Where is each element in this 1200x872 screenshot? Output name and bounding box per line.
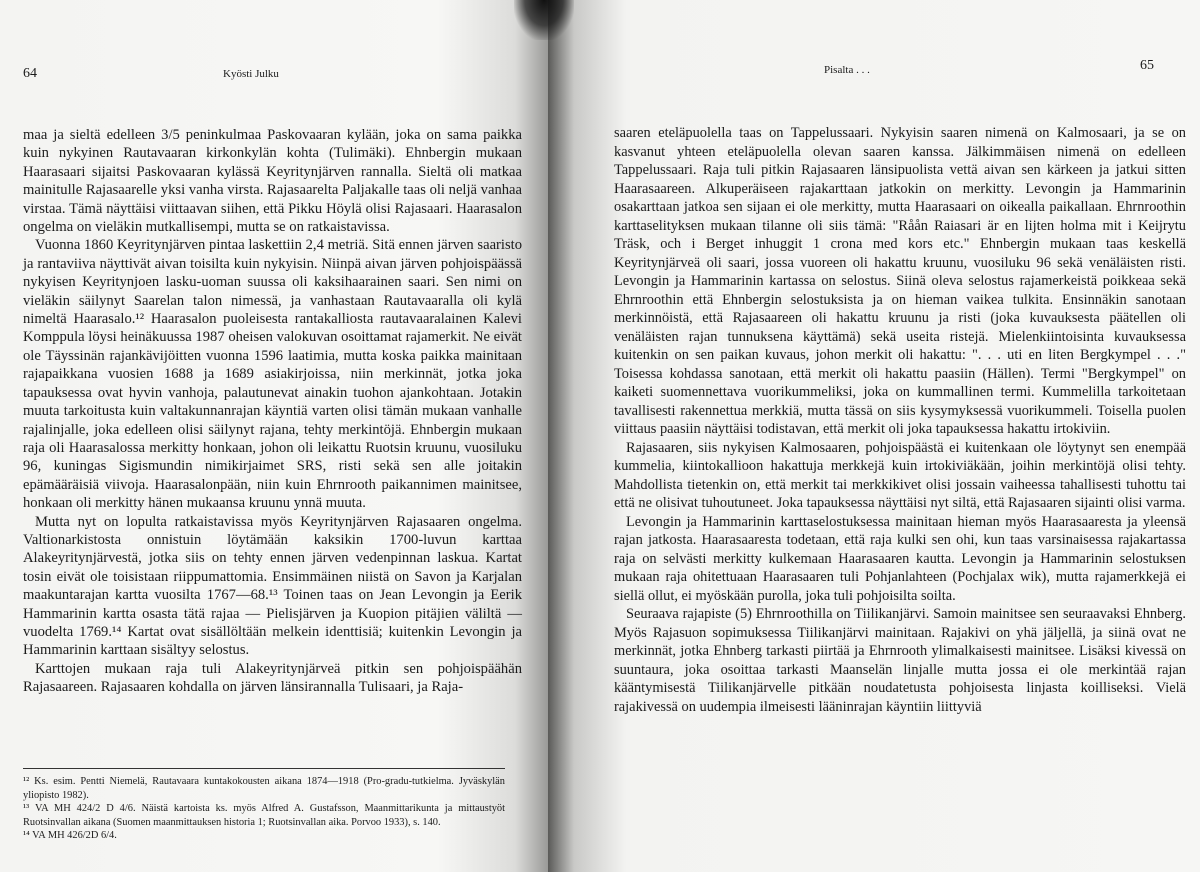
footnote-14: ¹⁴ VA MH 426/2D 6/4. (23, 830, 117, 842)
left-running-title: Kyösti Julku (223, 68, 279, 80)
left-running-head (23, 56, 522, 80)
right-paragraph-1: saaren eteläpuolella taas on Tappelussaari. Nykyisin saaren nimenä on Kalmosaari, ja se on kasvanut yhteen eteläpuolella olevan saaren kanssa. Jälkimmäisen nimenä on edelleen Tappelussaari. Raja tuli pitkin Rajasaaren länsipuolista vettä aivan sen kärkeen ja jatkui sitten Haarasaareen. Alkuperäiseen rajakarttaan jatkokin on merkitty. Levongin ja Hammarinin osakarttaan jatkoa sen sijaan ei ole merkitty, mutta Haarasaari on oikealla paikallaan. Ehrnroothin karttaselityksen mukaan tilanne oli siis tämä: "Råån Raiasari är en lijten holma mit i Keijrytu Träsk, och i Berget inhuggit 1 crona med kors etc." Ehnbergin mukaan taas keskellä Keyritynjärveä oli saari, jossa vuoreen oli hakattu kruunu, vuosiluku 96 sekä venäläisten risti. Levongin ja Hammarinin kartassa on selostus. Siinä oleva selostus rajamerkeistä poikkeaa sekä Ehrnroothin että Ehnbergin selostuksista ja on hieman vaikea tulkita. Ensinnäkin sanotaan merkinnöistä, että Rajasaareen oli hakattu kruunu ja risti (joka kuvauksesta päätellen oli venäläisten rajan tunnuksena käyttämä) sekä useita ristejä. Mielenkiintoisinta kuvauksessa kuitenkin on sen paikan kuvaus, johon merkit oli hakattu: ". . . uti en liten Bergkympel . . ." Toisessa kohdassa sanotaan, että merkit oli hakattu paasiin (Hällen). Termi "Bergkympel" on kaiketi suomennettava vuorikummeliksi, joka on kummallinen termi. Kummelilla tarkoitetaan tavallisesti rakennettua merkkiä, mutta tässä on siis kysymyksessä vuorikummeli. Toisella puolen viittaus paasiin näyttäisi todistavan, että merkit oli joka tapauksessa hakattu irtokiviin. (614, 125, 1186, 437)
right-page (548, 0, 1200, 872)
footnotes (23, 768, 505, 843)
footnote-12: ¹² Ks. esim. Pentti Niemelä, Rautavaara kuntakokousten aikana 1874—1918 (Pro-gradu-tutkielma. Jyväskylän yliopisto 1982). (23, 776, 505, 801)
left-paragraph-3: Mutta nyt on lopulta ratkaistavissa myös Keyritynjärven Rajasaaren ongelma. Valtionarkistosta onnistuin löytämään kaksikin 1700-luvun karttaa Alakeyritynjärvestä, jotka siis on tehty ennen järven vedenpinnan laskua. Kartat tosin eivät ole toisistaan riippumattomia. Ensimmäinen niistä on Savon ja Karjalan maakuntarajan kartta vuosilta 1767—68.¹³ Toinen taas on Jean Levongin ja Eerik Hammarinin kartta osasta tätä rajaa — Pielisjärven ja Kuopion pitäjien väliltä — vuodelta 1769.¹⁴ Kartat ovat sisällöltään melkein identtisiä; kuitenkin Levongin ja Hammarinin karttaan sisältyy selostus. (23, 513, 522, 659)
right-paragraph-3: Levongin ja Hammarinin karttaselostuksessa mainitaan hieman myös Haarasaaresta ja yleensä rajan jatkosta. Haarasaaresta todetaan, että raja kulki sen ohi, kun taas varsinaisessa rajakartassa raja on selvästi merkitty kulkemaan Haarasaaren kautta. Levongin ja Hammarinin selostuksen mukaan raja ohitettuaan Haarasaaren tuli Pohjanlahteen (Pochjalax wik), mutta rajamerkkejä ei siellä ollut, ei myöskään purolla, joka tuli pohjoisilta soilta. (614, 513, 1186, 604)
book-gutter-shadow (514, 0, 574, 40)
left-paragraph-2: Vuonna 1860 Keyritynjärven pintaa laskettiin 2,4 metriä. Sitä ennen järven saaristo ja rantaviiva näyttivät aivan toisilta kuin nykyisin. Niinpä aivan järven pohjoispäässä nykyisen Keyritynjoen lasku-uoman suussa oli kaksihaarainen saari. Sen nimi on vieläkin säilynyt Saarelan talon nimessä, ja vanhastaan Rautavaaralla oli kylä nimeltä Haarasalo.¹² Haarasalon puoleisesta rantakalliosta rautavaaralainen Kalevi Komppula löysi heinäkuussa 1987 oheisen valokuvan osoittamat rajamerkit. Ne eivät ole Täyssinän rajankävijöitten vuonna 1596 laatimia, mutta koska paikka mainitaan rajapaikkana vuosien 1688 ja 1689 asiakirjoissa, niin merkinnät, jotka joka tapauksessa ovat hyvin vanhoja, palautunevat ainakin tuohon ajankohtaan. Jotakin muuta tarkoitusta kuin valtakunnanrajan käyntiä varten olisi tämän mukaan vanhalle rajalinjalle, joka edelleen olisi säilynyt rajana, tehty merkintöjä. Ehnbergin mukaan raja oli Haarasalossa merkitty honkaan, johon oli leikattu Ruotsin kruunu, vuosiluku 96, kuningas Sigismundin nimikirjaimet SRS, risti sekä sen alle joitakin epämääräisiä viivoja. Haarasalonpään, niin kuin Ehrnrooth paikannimen mainitsee, honkaan oli merkitty hänen mukaansa kruunu ynnä muuta. (23, 237, 522, 512)
left-paragraph-4: Karttojen mukaan raja tuli Alakeyritynjärveä pitkin sen pohjoispäähän Rajasaareen. Rajasaaren kohdalla on järven länsirannalla Tulisaari, ja Raja- (23, 660, 522, 696)
left-body-text (23, 126, 522, 697)
left-page-number: 64 (23, 66, 37, 81)
footnote-13: ¹³ VA MH 424/2 D 4/6. Näistä kartoista ks. myös Alfred A. Gustafsson, Maanmittarikunta ja mittaustyöt Ruotsinvallan aikana (Suomen maanmittauksen historia 1; Ruotsinvallan aika. Porvoo 1933), s. 140. (23, 803, 505, 828)
right-running-head (614, 54, 1186, 78)
left-page (0, 0, 548, 872)
right-paragraph-2: Rajasaaren, siis nykyisen Kalmosaaren, pohjoispäästä ei kuitenkaan ole löytynyt sen enempää kummelia, kiintokallioon hakattuja merkkejä kuin irtokiviäkään, joihin merkintöjä olisi tehty. Mahdollista tietenkin on, että merkit tai merkkikivet olisi jossain vaiheessa tahallisesti tuhottu tai että ne olisivat tuhoutuneet. Joka tapauksessa näyttäisi nyt siltä, että Rajasaaren sijainti olisi varma. (614, 439, 1186, 511)
right-paragraph-4: Seuraava rajapiste (5) Ehrnroothilla on Tiilikanjärvi. Samoin mainitsee sen seuraavaksi Ehnberg. Myös Rajasuon sopimuksessa Tiilikanjärvi mainitaan. Rajakivi on yhä jäljellä, ja siinä ovat ne merkinnät, jotka Ehnberg tarkasti piirtää ja Ehrnrooth ylimalkaisesti mainitsee. Lisäksi kivessä on suuntaura, joka osoittaa tarkasti Maanselän linjalle muttа jossa ei ole merkintää rajan kääntymisestä Tiilikanjärvelle pitkään noudatetusta pohjoisesta linjasta koilliseksi. Vielä rajakivessä on uudempia ilmeisesti lääninrajan käyntiin liittyviä (614, 606, 1186, 715)
right-body-text (614, 124, 1186, 716)
right-page-number: 65 (1140, 58, 1154, 73)
left-paragraph-1: maa ja sieltä edelleen 3/5 peninkulmaa Paskovaaran kylään, joka on sama paikka kuin nykyinen Rautavaaran kirkonkylän kohta (Tulimäki). Ehnbergin mukaan Haarasaari sijaitsi Paskovaaran kylässä Keyritynjärven rannalla. Sieltä oli matkaa mainitulle Rajasaarelle yksi vanha virsta. Rajasaarelta Paljakalle taas oli neljä vanhaa virstaa. Tämä näyttäisi viittaavan siihen, että Pikku Höylä olisi Rajasaari. Haarasalon ongelma on vieläkin mutkallisempi, mutta se on ratkaistavissa. (23, 127, 522, 236)
right-running-title: Pisalta . . . (824, 64, 870, 76)
